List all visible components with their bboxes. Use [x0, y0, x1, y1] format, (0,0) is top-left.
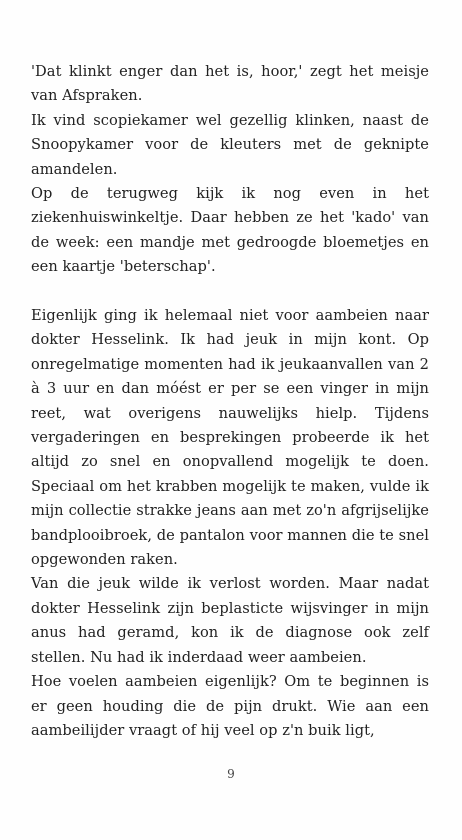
paragraph-scopiekamer: Ik vind scopiekamer wel gezellig klinken, naast de Snoopykamer voor de kleuters met de geknipte amandelen. [31, 111, 429, 178]
paragraph-diagnose: Van die jeuk wilde ik verlost worden. Maar nadat dokter Hesselink zijn beplasticte wijsvinger in mijn anus had geramd, kon ik de diagnose ook zelf stellen. Nu had ik inderdaad weer aambeien. [31, 575, 429, 666]
section-1 [31, 60, 429, 280]
paragraph-dialogue: 'Dat klinkt enger dan het is, hoor,' zegt het meisje van Afspraken. [31, 63, 429, 105]
paragraph-hoe-voelen: Hoe voelen aambeien eigenlijk? Om te beginnen is er geen houding die de pijn drukt. Wie aan een aambeilijder vraagt of hij veel op z'n buik ligt, [31, 673, 429, 739]
paragraph-jeuk: Eigenlijk ging ik helemaal niet voor aambeien naar dokter Hesselink. Ik had jeuk in mijn kont. Op onregelmatige momenten had ik jeukaanvallen van 2 à 3 uur en dan móést er per se een vinger in mijn reet, wat overigens nauwelijks hielp. Tijdens vergaderingen en besprekingen probeerde ik het altijd zo snel en onopvallend mogelijk te doen. Speciaal om het krabben mogelijk te maken, vulde ik mijn collectie strakke jeans aan met zo'n afgrijselijke bandplooibroek, de pantalon voor mannen die te snel opgewonden raken. [31, 307, 429, 569]
page-number: 9 [227, 767, 235, 781]
paragraph-winkeltje: Op de terugweg kijk ik nog even in het ziekenhuiswinkeltje. Daar hebben ze het 'kado' van de week: een mandje met gedroogde bloemetjes en een kaartje 'beterschap'. [31, 185, 429, 276]
section-2 [31, 304, 429, 743]
